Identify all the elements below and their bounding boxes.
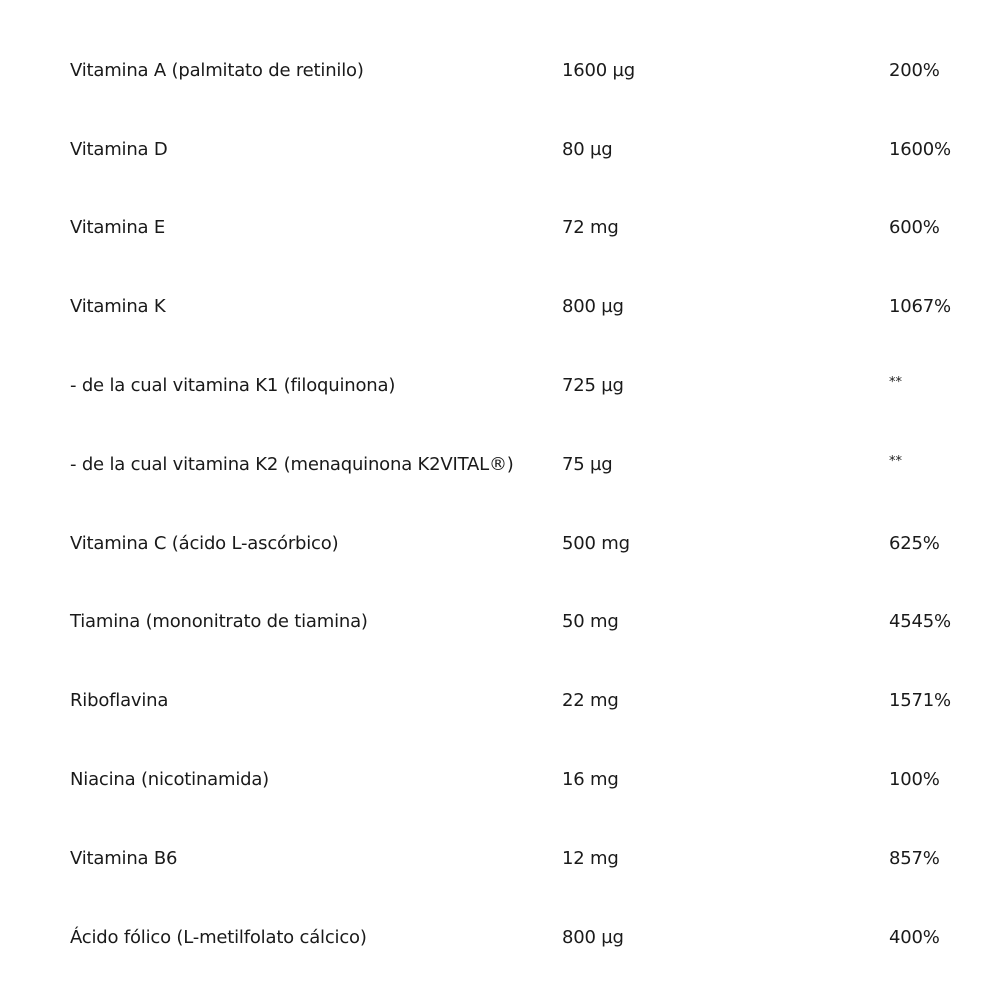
table-row [0, 366, 1000, 406]
table-row [0, 681, 1000, 721]
nutrient-percent: 1067% [889, 296, 951, 317]
nutrient-percent: 4545% [889, 611, 951, 632]
table-row [0, 760, 1000, 800]
nutrient-name: Vitamina C (ácido L-ascórbico) [70, 533, 339, 554]
nutrient-name: Niacina (nicotinamida) [70, 769, 270, 790]
nutrient-percent: 100% [889, 769, 940, 790]
nutrient-percent: 200% [889, 60, 940, 81]
table-row [0, 287, 1000, 327]
nutrient-percent: 1600% [889, 139, 951, 160]
nutrient-amount: 500 mg [562, 533, 630, 554]
nutrient-amount: 16 mg [562, 769, 619, 790]
nutrient-name: - de la cual vitamina K1 (filoquinona) [70, 375, 396, 396]
table-row [0, 51, 1000, 91]
nutrient-name: Vitamina K [70, 296, 166, 317]
nutrient-name: Riboflavina [70, 690, 169, 711]
nutrient-name: Vitamina A (palmitato de retinilo) [70, 60, 364, 81]
nutrient-percent: 857% [889, 848, 940, 869]
nutrient-name: Vitamina E [70, 217, 166, 238]
nutrient-amount: 80 µg [562, 139, 613, 160]
nutrient-name: Vitamina D [70, 139, 168, 160]
table-row [0, 918, 1000, 958]
table-row [0, 602, 1000, 642]
table-row [0, 839, 1000, 879]
nutrient-name: - de la cual vitamina K2 (menaquinona K2VITAL®) [70, 454, 514, 475]
nutrient-amount: 800 µg [562, 296, 624, 317]
table-row [0, 130, 1000, 170]
nutrient-amount: 1600 µg [562, 60, 636, 81]
nutrient-percent: 400% [889, 927, 940, 948]
nutrient-name: Vitamina B6 [70, 848, 178, 869]
table-row [0, 445, 1000, 485]
table-row [0, 524, 1000, 564]
nutrient-amount: 800 µg [562, 927, 624, 948]
nutrient-amount: 22 mg [562, 690, 619, 711]
nutrient-amount: 50 mg [562, 611, 619, 632]
nutrient-name: Ácido fólico (L-metilfolato cálcico) [70, 927, 367, 948]
table-row [0, 208, 1000, 248]
nutrient-percent: 600% [889, 217, 940, 238]
nutrient-amount: 72 mg [562, 217, 619, 238]
nutrient-amount: 725 µg [562, 375, 624, 396]
nutrient-amount: 12 mg [562, 848, 619, 869]
nutrient-percent: 625% [889, 533, 940, 554]
nutrient-percent: 1571% [889, 690, 951, 711]
nutrient-amount: 75 µg [562, 454, 613, 475]
nutrient-percent: ** [889, 375, 902, 390]
nutrient-name: Tiamina (mononitrato de tiamina) [70, 611, 368, 632]
nutrient-percent: ** [889, 454, 902, 469]
